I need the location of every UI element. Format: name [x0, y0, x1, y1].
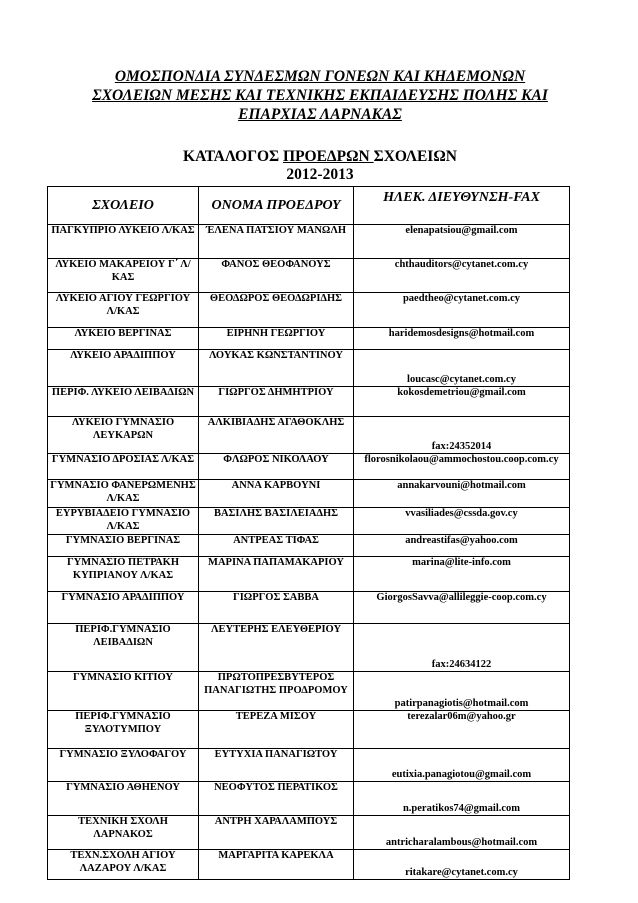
- school-cell: ΓΥΜΝΑΣΙΟ ΑΡΑΔΙΠΠΟΥ: [48, 592, 199, 624]
- school-cell: ΠΕΡΙΦ.ΓΥΜΝΑΣΙΟ ΞΥΛΟΤΥΜΠΟΥ: [48, 711, 199, 749]
- table-row: [48, 782, 570, 816]
- school-cell: ΠΕΡΙΦ.ΓΥΜΝΑΣΙΟ ΛΕΙΒΑΔΙΩΝ: [48, 624, 199, 672]
- table-row: [48, 711, 570, 749]
- school-cell: ΛΥΚΕΙΟ ΑΡΑΔΙΠΠΟΥ: [48, 350, 199, 387]
- president-name-cell: ΤΕΡΕΖΑ ΜΙΣΟΥ: [199, 711, 354, 749]
- school-cell: ΠΑΓΚΥΠΡΙΟ ΛΥΚΕΙΟ Λ/ΚΑΣ: [48, 225, 199, 259]
- contact-cell: kokosdemetriou@gmail.com: [354, 387, 570, 417]
- contact-cell: ritakare@cytanet.com.cy: [354, 850, 570, 880]
- contact-cell: loucasc@cytanet.com.cy: [354, 350, 570, 387]
- president-name-cell: ΓΙΩΡΓΟΣ ΣΑΒΒΑ: [199, 592, 354, 624]
- president-name-cell: ΠΡΩΤΟΠΡΕΣΒΥΤΕΡΟΣ ΠΑΝΑΓΙΩΤΗΣ ΠΡΟΔΡΟΜΟΥ: [199, 672, 354, 711]
- table-row: [48, 259, 570, 293]
- column-header-president: ΟΝΟΜΑ ΠΡΟΕΔΡΟΥ: [199, 187, 354, 225]
- school-cell: ΓΥΜΝΑΣΙΟ ΠΕΤΡΑΚΗ ΚΥΠΡΙΑΝΟΥ Λ/ΚΑΣ: [48, 557, 199, 592]
- president-name-cell: ΛΟΥΚΑΣ ΚΩΝΣΤΑΝΤΙΝΟΥ: [199, 350, 354, 387]
- document-title: [40, 147, 600, 166]
- school-cell: ΠΕΡΙΦ. ΛΥΚΕΙΟ ΛΕΙΒΑΔΙΩΝ: [48, 387, 199, 417]
- table-row: [48, 535, 570, 557]
- president-name-cell: ΑΛΚΙΒΙΑΔΗΣ ΑΓΑΘΟΚΛΗΣ: [199, 417, 354, 454]
- school-cell: ΓΥΜΝΑΣΙΟ ΚΙΤΙΟΥ: [48, 672, 199, 711]
- federation-header: [40, 67, 600, 124]
- president-name-cell: ΦΑΝΟΣ ΘΕΟΦΑΝΟΥΣ: [199, 259, 354, 293]
- table-row: [48, 293, 570, 328]
- school-cell: ΛΥΚΕΙΟ ΒΕΡΓΙΝΑΣ: [48, 328, 199, 350]
- contact-cell: annakarvouni@hotmail.com: [354, 480, 570, 508]
- school-cell: ΓΥΜΝΑΣΙΟ ΦΑΝΕΡΩΜΕΝΗΣ Λ/ΚΑΣ: [48, 480, 199, 508]
- table-row: [48, 557, 570, 592]
- contact-cell: vvasiliades@cssda.gov.cy: [354, 508, 570, 535]
- table-header-row: [48, 187, 570, 225]
- contact-cell: antricharalambous@hotmail.com: [354, 816, 570, 850]
- table-row: [48, 328, 570, 350]
- contact-cell: marina@lite-info.com: [354, 557, 570, 592]
- table-row: [48, 417, 570, 454]
- presidents-table: [47, 186, 570, 880]
- contact-cell: fax:24634122: [354, 624, 570, 672]
- president-name-cell: ΘΕΟΔΩΡΟΣ ΘΕΟΔΩΡΙΔΗΣ: [199, 293, 354, 328]
- president-name-cell: ΜΑΡΙΝΑ ΠΑΠΑΜΑΚΑΡΙΟΥ: [199, 557, 354, 592]
- school-cell: ΓΥΜΝΑΣΙΟ ΒΕΡΓΙΝΑΣ: [48, 535, 199, 557]
- table-row: [48, 454, 570, 480]
- contact-cell: eutixia.panagiotou@gmail.com: [354, 749, 570, 782]
- header-line-2: ΣΧΟΛΕΙΩΝ ΜΕΣΗΣ ΚΑΙ ΤΕΧΝΙΚΗΣ ΕΚΠΑΙΔΕΥΣΗΣ ΠΟΛΗΣ ΚΑΙ: [92, 87, 548, 104]
- table-row: [48, 672, 570, 711]
- president-name-cell: ΕΥΤΥΧΙΑ ΠΑΝΑΓΙΩΤΟΥ: [199, 749, 354, 782]
- president-name-cell: ΑΝΤΡΕΑΣ ΤΙΦΑΣ: [199, 535, 354, 557]
- president-name-cell: ΒΑΣΙΛΗΣ ΒΑΣΙΛΕΙΑΔΗΣ: [199, 508, 354, 535]
- table-row: [48, 592, 570, 624]
- school-cell: ΓΥΜΝΑΣΙΟ ΞΥΛΟΦΑΓΟΥ: [48, 749, 199, 782]
- table-row: [48, 816, 570, 850]
- school-cell: ΕΥΡΥΒΙΑΔΕΙΟ ΓΥΜΝΑΣΙΟ Λ/ΚΑΣ: [48, 508, 199, 535]
- president-name-cell: ΈΛΕΝΑ ΠΑΤΣΙΟΥ ΜΑΝΩΛΗ: [199, 225, 354, 259]
- table-row: [48, 508, 570, 535]
- contact-cell: terezalar06m@yahoo.gr: [354, 711, 570, 749]
- column-header-school: ΣΧΟΛΕΙΟ: [48, 187, 199, 225]
- president-name-cell: ΑΝΝΑ ΚΑΡΒΟΥΝΙ: [199, 480, 354, 508]
- president-name-cell: ΓΙΩΡΓΟΣ ΔΗΜΗΤΡΙΟΥ: [199, 387, 354, 417]
- table-row: [48, 624, 570, 672]
- table-row: [48, 850, 570, 880]
- school-year: 2012-2013: [286, 166, 354, 183]
- school-cell: ΓΥΜΝΑΣΙΟ ΔΡΟΣΙΑΣ Λ/ΚΑΣ: [48, 454, 199, 480]
- title-part-3: ΣΧΟΛΕΙΩΝ: [373, 148, 457, 165]
- contact-cell: GiorgosSavva@allileggie-coop.com.cy: [354, 592, 570, 624]
- president-name-cell: ΑΝΤΡΗ ΧΑΡΑΛΑΜΠΟΥΣ: [199, 816, 354, 850]
- contact-cell: florosnikolaou@ammochostou.coop.com.cy: [354, 454, 570, 480]
- title-part-2: ΠΡΟΕΔΡΩΝ: [283, 148, 374, 165]
- contact-cell: andreastifas@yahoo.com: [354, 535, 570, 557]
- president-name-cell: ΦΛΩΡΟΣ ΝΙΚΟΛΑΟΥ: [199, 454, 354, 480]
- president-name-cell: ΜΑΡΓΑΡΙΤΑ ΚΑΡΕΚΛΑ: [199, 850, 354, 880]
- table-body: [48, 225, 570, 880]
- contact-cell: n.peratikos74@gmail.com: [354, 782, 570, 816]
- president-name-cell: ΛΕΥΤΕΡΗΣ ΕΛΕΥΘΕΡΙΟΥ: [199, 624, 354, 672]
- table-row: [48, 480, 570, 508]
- table-row: [48, 225, 570, 259]
- school-cell: ΤΕΧΝΙΚΗ ΣΧΟΛΗ ΛΑΡΝΑΚΟΣ: [48, 816, 199, 850]
- header-line-1: ΟΜΟΣΠΟΝΔΙΑ ΣΥΝΔΕΣΜΩΝ ΓΟΝΕΩΝ ΚΑΙ ΚΗΔΕΜΟΝΩΝ: [114, 68, 526, 85]
- table-row: [48, 387, 570, 417]
- contact-cell: paedtheo@cytanet.com.cy: [354, 293, 570, 328]
- school-cell: ΤΕΧΝ.ΣΧΟΛΗ ΑΓΙΟΥ ΛΑΖΑΡΟΥ Λ/ΚΑΣ: [48, 850, 199, 880]
- president-name-cell: ΕΙΡΗΝΗ ΓΕΩΡΓΙΟΥ: [199, 328, 354, 350]
- contact-cell: haridemosdesigns@hotmail.com: [354, 328, 570, 350]
- contact-cell: chthauditors@cytanet.com.cy: [354, 259, 570, 293]
- contact-cell: elenapatsiou@gmail.com: [354, 225, 570, 259]
- table-row: [48, 350, 570, 387]
- contact-cell: fax:24352014: [354, 417, 570, 454]
- title-part-1: ΚΑΤΑΛΟΓΟΣ: [183, 148, 284, 165]
- table-row: [48, 749, 570, 782]
- contact-cell: patirpanagiotis@hotmail.com: [354, 672, 570, 711]
- column-header-contact: ΗΛΕΚ. ΔΙΕΥΘΥΝΣΗ-FAX: [354, 187, 570, 225]
- president-name-cell: ΝΕΟΦΥΤΟΣ ΠΕΡΑΤΙΚΟΣ: [199, 782, 354, 816]
- school-cell: ΓΥΜΝΑΣΙΟ ΑΘΗΕΝΟΥ: [48, 782, 199, 816]
- school-cell: ΛΥΚΕΙΟ ΑΓΙΟΥ ΓΕΩΡΓΙΟΥ Λ/ΚΑΣ: [48, 293, 199, 328]
- school-cell: ΛΥΚΕΙΟ ΓΥΜΝΑΣΙΟ ΛΕΥΚΑΡΩΝ: [48, 417, 199, 454]
- header-line-3: ΕΠΑΡΧΙΑΣ ΛΑΡΝΑΚΑΣ: [238, 106, 402, 123]
- school-cell: ΛΥΚΕΙΟ ΜΑΚΑΡΕΙΟΥ Γ΄ Λ/ΚΑΣ: [48, 259, 199, 293]
